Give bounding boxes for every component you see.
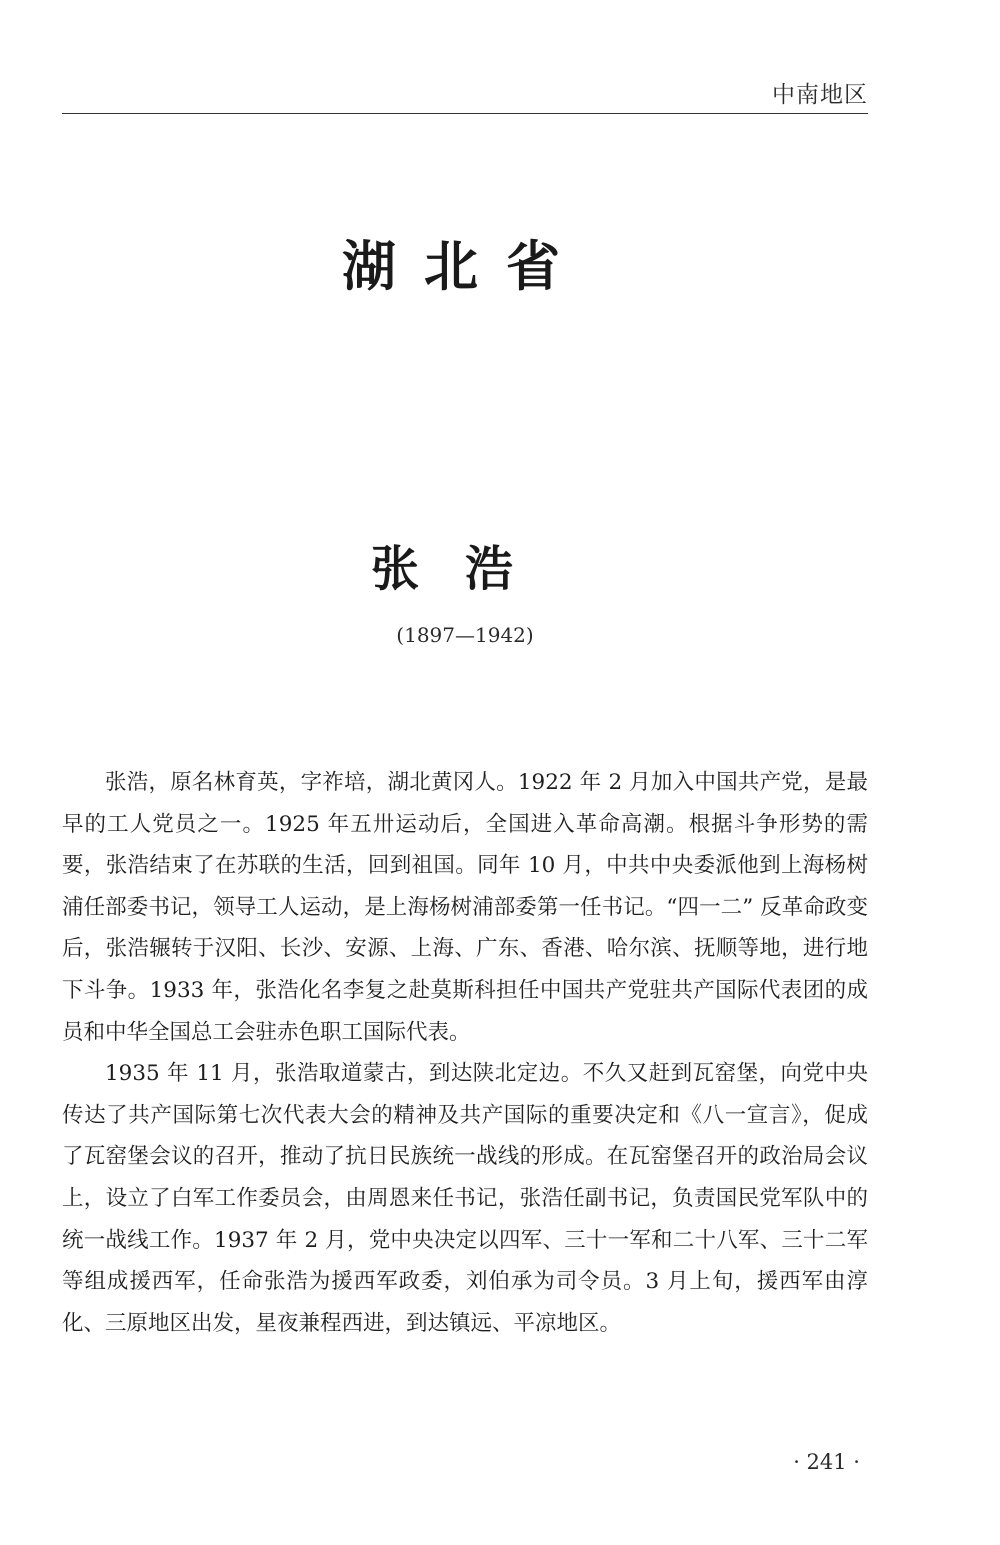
life-dates: (1897—1942) (396, 623, 534, 647)
header-rule (62, 113, 868, 114)
paragraph-2: 1935 年 11 月，张浩取道蒙古，到达陕北定边。不久又赶到瓦窑堡，向党中央传达了共产国际第七次代表大会的精神及共产国际的重要决定和《八一宣言》，促成了瓦窑堡会议的召开，推动了抗日民族统一战线的形成。在瓦窑堡召开的政治局会议上，设立了白军工作委员会，由周恩来任书记，张浩任副书记，负责国民党军队中的统一战线工作。1937 年 2 月，党中央决定以四军、三十一军和二十八军、三十二军等组成援西军，任命张浩为援西军政委，刘伯承为司令员。3 月上旬，援西军由淳化、三原地区出发，星夜兼程西进，到达镇远、平凉地区。 (62, 1061, 868, 1336)
paragraph-1: 张浩，原名林育英，字祚培，湖北黄冈人。1922 年 2 月加入中国共产党，是最早的工人党员之一。1925 年五卅运动后，全国进入革命高潮。根据斗争形势的需要，张浩结束了在苏联的生活，回到祖国。同年 10 月，中共中央委派他到上海杨树浦任部委书记，领导工人运动，是上海杨树浦部委第一任书记。“四一二” 反革命政变后，张浩辗转于汉阳、长沙、安源、上海、广东、香港、哈尔滨、抚顺等地，进行地下斗争。1933 年，张浩化名李复之赴莫斯科担任中国共产党驻共产国际代表团的成员和中华全国总工会驻赤色职工国际代表。 (62, 770, 868, 1045)
page-number: · 241 · (793, 1450, 860, 1474)
province-title: 湖北省 (342, 235, 588, 298)
running-head: 中南地区 (772, 82, 868, 108)
body-text (62, 762, 868, 1344)
person-name: 张浩 (370, 541, 559, 597)
